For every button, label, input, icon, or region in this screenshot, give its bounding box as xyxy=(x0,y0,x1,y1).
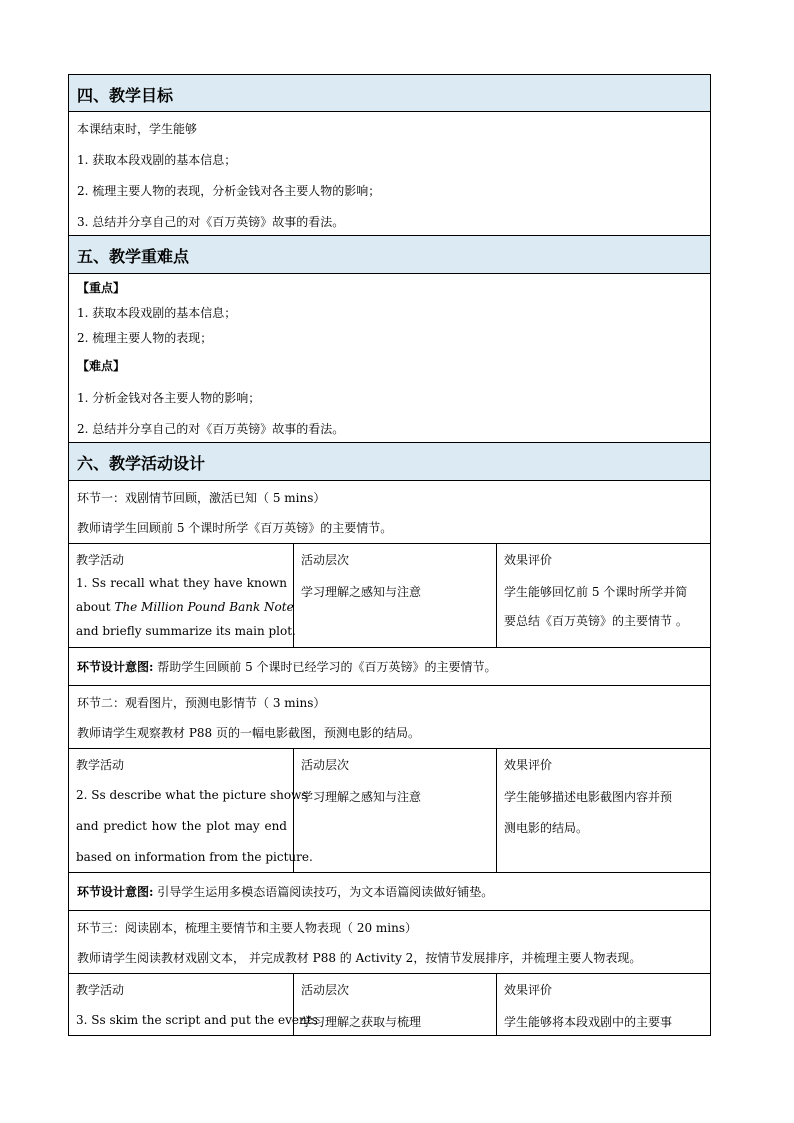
hard-label: 【难点】 xyxy=(77,359,126,373)
level-text: 学习理解之感知与注意 xyxy=(301,790,422,804)
effect-text: 学生能够描述电影截图内容并预 xyxy=(504,790,673,804)
level-cell xyxy=(294,749,497,872)
activity-text: and predict how the plot may end xyxy=(76,819,287,833)
stage-3-intro xyxy=(68,911,711,974)
col-header-effect: 效果评价 xyxy=(504,983,553,997)
level-text: 学习理解之感知与注意 xyxy=(301,585,422,599)
activity-text: about The Million Pound Bank Note xyxy=(76,600,294,614)
objective-item: 2. 梳理主要人物的表现，分析金钱对各主要人物的影响； xyxy=(77,184,381,198)
stage-1-intro xyxy=(68,481,711,544)
objective-item: 3. 总结并分享自己的对《百万英镑》故事的看法。 xyxy=(77,215,345,229)
stage-2-intro xyxy=(68,686,711,749)
key-item: 2. 梳理主要人物的表现； xyxy=(77,331,213,345)
effect-text: 要总结《百万英镑》的主要情节 。 xyxy=(504,614,688,628)
col-header-level: 活动层次 xyxy=(301,553,350,567)
activity-text: and briefly summarize its main plot. xyxy=(76,624,296,638)
section-title: 五、教学重难点 xyxy=(77,247,190,266)
effect-cell xyxy=(497,544,710,647)
objectives-intro: 本课结束时，学生能够 xyxy=(77,122,198,136)
col-header-level: 活动层次 xyxy=(301,983,350,997)
design-intent: 环节设计意图: 引导学生运用多模态语篇阅读技巧，为文本语篇阅读做好铺垫。 xyxy=(77,885,494,899)
section-title: 六、教学活动设计 xyxy=(77,454,206,473)
level-text: 学习理解之获取与梳理 xyxy=(301,1015,422,1029)
col-header-effect: 效果评价 xyxy=(504,553,553,567)
col-header-effect: 效果评价 xyxy=(504,758,553,772)
stage-desc: 教师请学生回顾前 5 个课时所学《百万英镑》的主要情节。 xyxy=(77,521,393,535)
activity-cell xyxy=(69,974,318,1035)
stage-1-activity-row xyxy=(68,544,711,648)
design-intent: 环节设计意图: 帮助学生回顾前 5 个课时已经学习的《百万英镑》的主要情节。 xyxy=(77,660,497,674)
section-header-key-points xyxy=(68,236,711,274)
col-header-activity: 教学活动 xyxy=(76,983,125,997)
effect-cell xyxy=(497,974,710,1035)
activity-text: 2. Ss describe what the picture shows xyxy=(76,788,308,802)
stage-desc: 教师请学生阅读教材戏剧文本， 并完成教材 P88 的 Activity 2，按情节发展排序，并梳理主要人物表现。 xyxy=(77,951,642,965)
objectives-body xyxy=(68,112,711,236)
effect-cell xyxy=(497,749,710,872)
hard-item: 2. 总结并分享自己的对《百万英镑》故事的看法。 xyxy=(77,422,345,436)
effect-text: 学生能够将本段戏剧中的主要事 xyxy=(504,1015,673,1029)
activity-text: 1. Ss recall what they have known xyxy=(76,576,287,590)
key-points-body xyxy=(68,274,711,443)
col-header-activity: 教学活动 xyxy=(76,553,125,567)
stage-title: 环节三：阅读剧本，梳理主要情节和主要人物表现（ 20 mins） xyxy=(77,921,418,935)
book-title: The Million Pound Bank Note xyxy=(114,600,294,614)
level-cell xyxy=(294,974,497,1035)
key-label: 【重点】 xyxy=(77,281,126,295)
section-header-activities xyxy=(68,443,711,481)
section-title: 四、教学目标 xyxy=(77,86,174,105)
activity-cell xyxy=(69,749,313,872)
lesson-plan-table xyxy=(68,74,711,1036)
level-cell xyxy=(294,544,497,647)
activity-text: based on information from the picture. xyxy=(76,850,313,864)
stage-1-design xyxy=(68,648,711,686)
stage-desc: 教师请学生观察教材 P88 页的一幅电影截图，预测电影的结局。 xyxy=(77,726,420,740)
effect-text: 学生能够回忆前 5 个课时所学并简 xyxy=(504,585,688,599)
section-header-objectives xyxy=(68,74,711,112)
key-item: 1. 获取本段戏剧的基本信息； xyxy=(77,306,237,320)
activity-cell xyxy=(69,544,294,647)
stage-title: 环节一：戏剧情节回顾，激活已知（ 5 mins） xyxy=(77,491,326,505)
stage-title: 环节二：观看图片，预测电影情节（ 3 mins） xyxy=(77,696,326,710)
hard-item: 1. 分析金钱对各主要人物的影响； xyxy=(77,391,261,405)
stage-2-activity-row xyxy=(68,749,711,873)
col-header-activity: 教学活动 xyxy=(76,758,125,772)
objective-item: 1. 获取本段戏剧的基本信息； xyxy=(77,153,237,167)
stage-2-design xyxy=(68,873,711,911)
effect-text: 测电影的结局。 xyxy=(504,821,589,835)
stage-3-activity-row xyxy=(68,974,711,1036)
activity-text: 3. Ss skim the script and put the events xyxy=(76,1013,318,1027)
col-header-level: 活动层次 xyxy=(301,758,350,772)
